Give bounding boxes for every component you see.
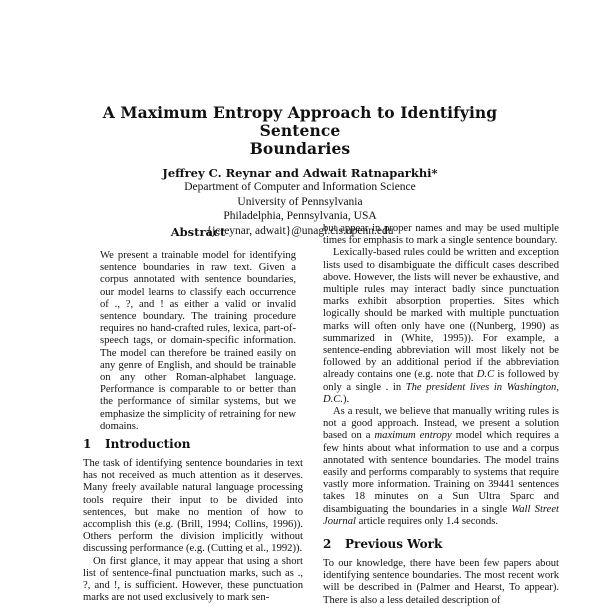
paper-authors: Jeffrey C. Reynar and Adwait Ratnaparkhi* <box>162 166 438 180</box>
text-run: ). <box>343 393 350 405</box>
italic-run: Wall Street Journal <box>323 503 559 527</box>
previous-work-body <box>323 558 559 607</box>
right-paragraph-2 <box>323 406 559 528</box>
paper-title-line2: Boundaries <box>249 139 351 158</box>
title-block <box>60 104 540 238</box>
section-1-heading <box>83 437 190 451</box>
author-department: Department of Computer and Information Science <box>184 181 416 193</box>
author-location: Philadelphia, Pennsylvania, USA <box>223 210 377 222</box>
right-column-body <box>323 223 559 528</box>
paper-title-line1: A Maximum Entropy Approach to Identifying Sentence <box>102 103 498 140</box>
section-1-title: Introduction <box>105 437 191 451</box>
italic-run: The president lives in Washington, D.C. <box>323 381 559 405</box>
text-run: Lexically-based rules could be written and exception lists used to disambiguate the difficult cases described above. However, the lists will never be exhaustive, and multiple rules may interact badly since punctuation marks exhibit absorption properties. Sites which logically should be marked with multiple punctuation marks will often only have one ((Nunberg, 1990) as summarized in (White, 1995)). For example, a sentence-ending abbreviation will most likely not be followed by an additional period if the abbreviation already contains one (e.g. note that <box>323 247 559 381</box>
author-university: University of Pennsylvania <box>237 195 363 208</box>
introduction-body <box>83 458 303 604</box>
text-run: is followed by only a single . in <box>323 369 560 393</box>
section-2-title: Previous Work <box>345 537 443 551</box>
italic-run: D.C <box>476 369 495 381</box>
abstract-text: We present a trainable model for identifying sentence boundaries in raw text. Given a corpus annotated with sentence boundaries, our model learns to classify each occurrence of ., ?, and ! as either a valid or invalid sentence boundary. The training procedure requires no hand-crafted rules, lexica, part-of-speech tags, or domain-specific information. The model can therefore be trained easily on any genre of English, and should be trainable on any other Roman-alphabet language. Performance is comparable to or better than the performance of similar systems, but we emphasize the simplicity of retraining for new domains. <box>100 250 296 432</box>
italic-run: maximum entropy <box>374 430 452 442</box>
previous-work-paragraph-1: To our knowledge, there have been few papers about identifying sentence boundaries. The most recent work will be described in (Palmer and Hearst, To appear). There is also a less detailed description of <box>323 558 559 606</box>
intro-paragraph-2: On first glance, it may appear that using a short list of sentence-final punctuation marks, such as ., ?, and !, is sufficient. However, these punctuation marks are not used exclusively to mark sen- <box>83 555 303 604</box>
section-2-number: 2 <box>323 537 332 551</box>
intro-paragraph-1: The task of identifying sentence boundaries in text has not received as much attention as it deserves. Many freely available natural language processing tools require their input to be divided into sentences, but make no mention of how to accomplish this (e.g. (Brill, 1994; Collins, 1996)). Others perform the division implicitly without discussing performance (e.g. (Cutting et al., 1992)). <box>83 458 303 555</box>
author-email: {jcreynar, adwait}@unagi.cis.upenn.edu <box>206 224 394 237</box>
right-paragraph-1 <box>323 247 559 406</box>
text-run: As a result, we believe that manually writing rules is not a good approach. Instead, we present a solution based on a <box>323 406 559 442</box>
abstract-heading: Abstract <box>170 225 226 239</box>
abstract-body <box>100 250 296 433</box>
right-paragraph-0: but appear in proper names and may be used multiple times for emphasis to mark a single sentence boundary. <box>323 223 559 247</box>
paper-title <box>60 104 540 158</box>
text-run: article requires only 1.4 seconds. <box>355 515 499 527</box>
section-2-heading <box>323 537 442 551</box>
section-1-number: 1 <box>83 437 92 451</box>
text-run: model which requires a few hints about what information to use and a corpus annotated with sentence boundaries. The model trains easily and performs comparably to systems that require vastly more information. Training on 39441 sentences takes 18 minutes on a Sun Ultra Sparc and disambiguating the boundaries in a single <box>323 430 559 515</box>
